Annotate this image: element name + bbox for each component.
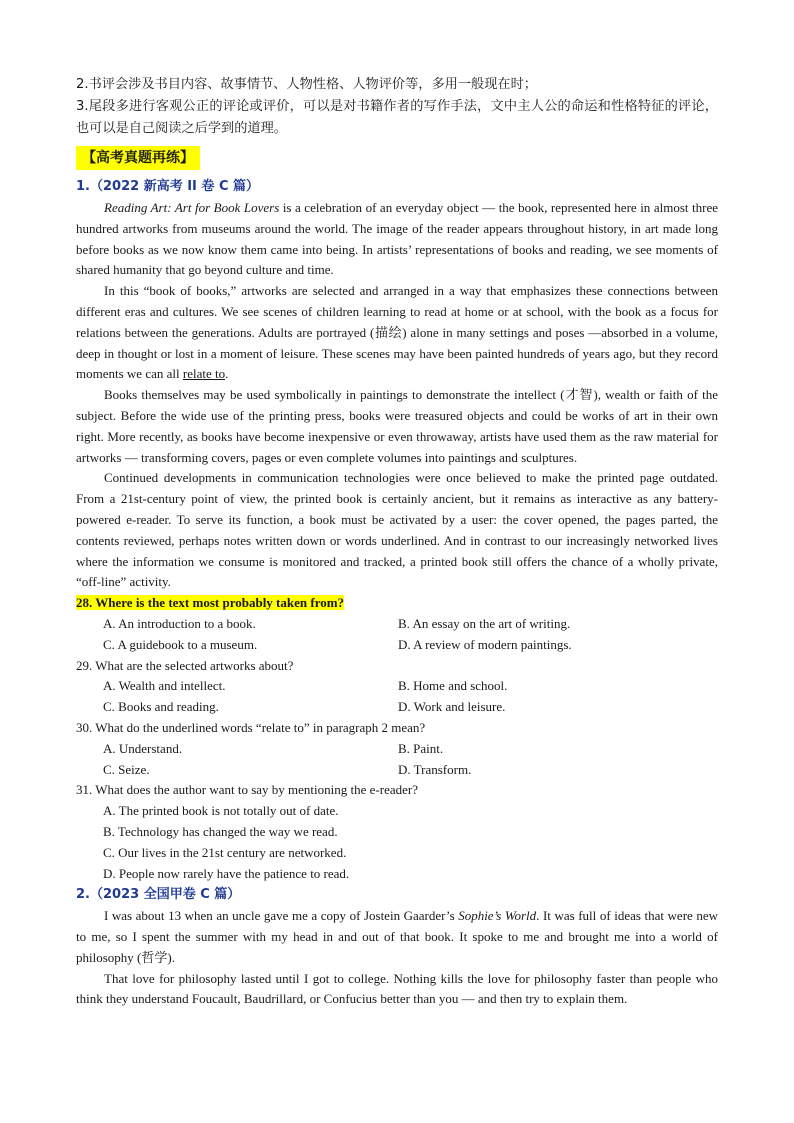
option-d: D. A review of modern paintings.: [398, 636, 572, 652]
note-2: 2.书评会涉及书目内容、故事情节、人物性格、人物评价等，多用一般现在时；: [76, 77, 537, 92]
paragraph-text: .: [225, 366, 229, 382]
passage1-paragraph-3: Books themselves may be used symbolically in paintings to demonstrate the intellect (才智), wealth or faith of the subject. Before the wide use of the printing press, books were treasured objects and could be works of art in their own right. More recently, as books have become inexpensive or even throwaway, artists have used them as the raw material for artworks — transforming covers, pages or even complete volumes into paintings and sculptures.: [76, 387, 718, 465]
passage2-source: 2.（2023 全国甲卷 C 篇）: [76, 887, 241, 903]
underlined-phrase: relate to: [182, 366, 226, 382]
paragraph-text: is a celebration of an everyday object — the book, represented here in almost three hundred artworks from museums around the world. The image of the reader appears throughout history, in art made long before books as we now know them came into being. In artists’ representations of books and reading, we see moments of shared humanity that go beyond culture and time.: [76, 200, 718, 278]
section-banner: 【高考真题再练】: [76, 146, 200, 170]
option-c: C. A guidebook to a museum.: [103, 636, 258, 652]
passage1-paragraph-4: Continued developments in communication technologies were once believed to make the printed page outdated. From a 21st-century point of view, the printed book is certainly ancient, but it remains as interactive as any battery-powered e-reader. To serve its function, a book must be activated by a user: the cover opened, the pages parted, the contents reviewed, perhaps notes written down or words underlined. And in contrast to our increasingly networked lives where the information we consume is monitored and tracked, a printed book still offers the chance of a wholly private, “off-line” activity.: [76, 470, 718, 590]
passage1-paragraph-1: [76, 198, 718, 281]
question-28-options: [76, 614, 718, 656]
question-28: [76, 593, 718, 614]
option-b: B. An essay on the art of writing.: [398, 615, 571, 631]
option-a: A. An introduction to a book.: [103, 615, 256, 631]
option-b: B. Technology has changed the way we read.: [103, 823, 338, 839]
option-d: D. Transform.: [398, 761, 472, 777]
passage2-paragraph-2: That love for philosophy lasted until I got to college. Nothing kills the love for philosophy faster than people who think they understand Foucault, Baudrillard, or Confucius better than you — and then try to explain them.: [76, 970, 718, 1007]
question-30: 30. What do the underlined words “relate to” in paragraph 2 mean?: [76, 719, 426, 735]
option-b: B. Home and school.: [398, 678, 508, 694]
paragraph-text: In this “book of books,” artworks are selected and arranged in a way that emphasizes these connections between different eras and cultures. We see scenes of children learning to read at home or at school, with the book as a focus for relations between the generations. Adults are portrayed (描绘) alone in many settings and poses —absorbed in a volume, deep in thought or lost in a moment of leisure. These scenes may have been painted hundreds of years ago, but they record moments we can all: [76, 283, 718, 382]
book-title: Reading Art: Art for Book Lovers: [104, 200, 280, 215]
question-stem: 28. Where is the text most probably taken from?: [76, 595, 345, 611]
question-29-options: [76, 676, 718, 718]
note-3: 3.尾段多进行客观公正的评论或评价，可以是对书籍作者的写作手法，文中主人公的命运和性格特征的评论，也可以是自己阅读之后学到的道理。: [76, 99, 718, 136]
passage2-paragraph-1: [76, 906, 718, 968]
question-31: 31. What does the author want to say by mentioning the e-reader?: [76, 782, 418, 798]
option-d: D. Work and leisure.: [398, 699, 506, 715]
page-content: [76, 74, 718, 1010]
option-a: A. Understand.: [103, 740, 183, 756]
option-c: C. Books and reading.: [103, 699, 219, 715]
passage1-source: 1.（2022 新高考 II 卷 C 篇）: [76, 179, 260, 194]
option-a: A. The printed book is not totally out of date.: [103, 803, 339, 819]
book-title: Sophie’s World: [458, 908, 537, 924]
option-a: A. Wealth and intellect.: [103, 678, 226, 694]
question-29: 29. What are the selected artworks about?: [76, 657, 294, 673]
option-c: C. Our lives in the 21st century are networked.: [103, 844, 347, 860]
question-30-options: [76, 739, 718, 781]
question-31-options: [76, 801, 718, 884]
option-b: B. Paint.: [398, 740, 444, 756]
option-d: D. People now rarely have the patience to read.: [103, 865, 350, 881]
paragraph-text: I was about 13 when an uncle gave me a copy of Jostein Gaarder’s: [104, 908, 459, 924]
option-c: C. Seize.: [103, 761, 150, 777]
paragraph-text: . It was full of ideas that were new to me, so I spent the summer with my head in and out of that book. It spoke to me and brought me into a world of philosophy (哲学).: [76, 908, 719, 965]
passage1-paragraph-2: [76, 281, 718, 385]
